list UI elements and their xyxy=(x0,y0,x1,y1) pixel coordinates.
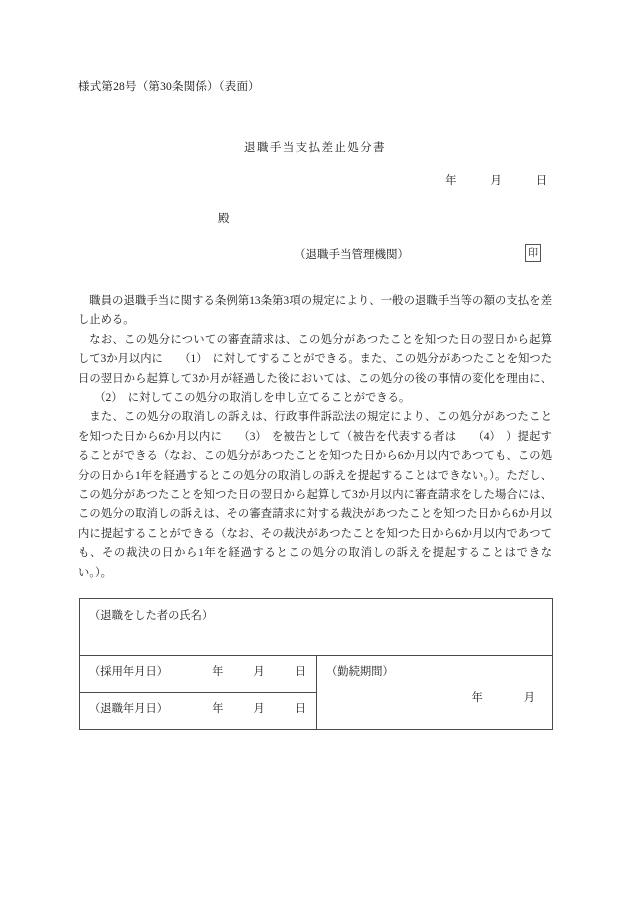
paragraph-2-text-b: に対してすることができる。また、この処分があつたことを知つた日の翌日から起算して3か月が経過した後においては、この処分の後の事情の変化を理由に、 xyxy=(78,353,552,385)
body-text xyxy=(78,292,552,583)
issue-date-line xyxy=(445,172,547,188)
retire-date-wrap xyxy=(80,693,316,729)
body-paragraph-3 xyxy=(78,408,552,583)
hire-year-unit: 年 xyxy=(212,666,224,678)
retiree-name-label-wrap xyxy=(80,599,552,655)
paragraph-3-text-a: また、この処分の取消しの訴えは、行政事件訴訟法の規定により、この処分があつたことを知つた日から6か月以内に xyxy=(78,411,552,443)
date-month-unit: 月 xyxy=(490,175,502,187)
retire-year-unit: 年 xyxy=(212,703,224,715)
retiree-name-label: （退職をした者の氏名） xyxy=(89,610,214,622)
date-day-unit: 日 xyxy=(535,175,548,187)
paragraph-2-text-a: なお、この処分についての審査請求は、この処分があつたことを知つた日の翌日から起算して3か月以内に xyxy=(78,333,552,366)
paragraph-3-text-b: を被告として（被告を代表する者は xyxy=(271,430,457,443)
paragraph-1-text: 職員の退職手当に関する条例第13条第3項の規定により、一般の退職手当等の額の支払を差し止める。 xyxy=(78,295,552,327)
paragraph-3-text-c: ）提起することができる（なお、この処分があつたことを知つた日から6か月以内であつても、この処分の日から1年を経過するとこの処分の取消しの訴えを提起することはできない。）。ただし、この処分があつたことを知つた日の翌日から起算して3か月以内に審査請求をした場合には、この処分の取消しの訴えは、その審査請求に対する裁決があつたことを知つた日から6か月以内に提起することができる（なお、その裁決があつたことを知つた日から6か月以内であつても、その裁決の日から1年を経過するとこの処分の取消しの訴えを提起することはできない。）。 xyxy=(78,430,552,579)
blank-field-3: （3） xyxy=(238,430,267,443)
retire-month-unit: 月 xyxy=(253,703,265,715)
hire-day-unit: 日 xyxy=(294,666,307,678)
tenure-period-cell xyxy=(317,656,553,730)
tenure-period-values xyxy=(326,689,543,705)
tenure-month-unit: 月 xyxy=(523,692,535,704)
hire-date-label: （採用年月日） xyxy=(89,666,169,678)
table-row xyxy=(80,656,553,693)
issuing-authority-label: （退職手当管理機関） xyxy=(294,249,409,261)
retiree-name-cell xyxy=(80,599,553,656)
body-paragraph-1 xyxy=(78,292,552,331)
body-paragraph-2 xyxy=(78,331,552,409)
form-number-label: 様式第28号（第30条関係）（表面） xyxy=(78,81,260,93)
retiree-info-table xyxy=(79,598,553,730)
retire-date-label: （退職年月日） xyxy=(89,703,169,715)
hire-date-field xyxy=(89,663,307,679)
paragraph-2-text-c: に対してこの処分の取消しを申し立てることができる。 xyxy=(127,392,411,405)
blank-field-2: （2） xyxy=(94,392,123,405)
addressee-honorific: 殿 xyxy=(218,213,230,225)
tenure-wrap xyxy=(317,656,552,729)
page-title: 退職手当支払差止処分書 xyxy=(244,142,386,154)
date-year-unit: 年 xyxy=(445,175,457,187)
retire-date-cell xyxy=(80,693,317,730)
tenure-period-label: （勤続期間） xyxy=(326,666,394,678)
hire-date-wrap xyxy=(80,656,316,692)
hire-month-unit: 月 xyxy=(253,666,265,678)
blank-field-1: （1） xyxy=(179,353,208,366)
seal-stamp-icon: 印 xyxy=(525,244,541,262)
retire-date-field xyxy=(89,700,307,716)
blank-field-4: （4） xyxy=(472,430,501,443)
hire-date-cell xyxy=(80,656,317,693)
retire-day-unit: 日 xyxy=(294,703,307,715)
table-row xyxy=(80,599,553,656)
tenure-year-unit: 年 xyxy=(471,692,483,704)
